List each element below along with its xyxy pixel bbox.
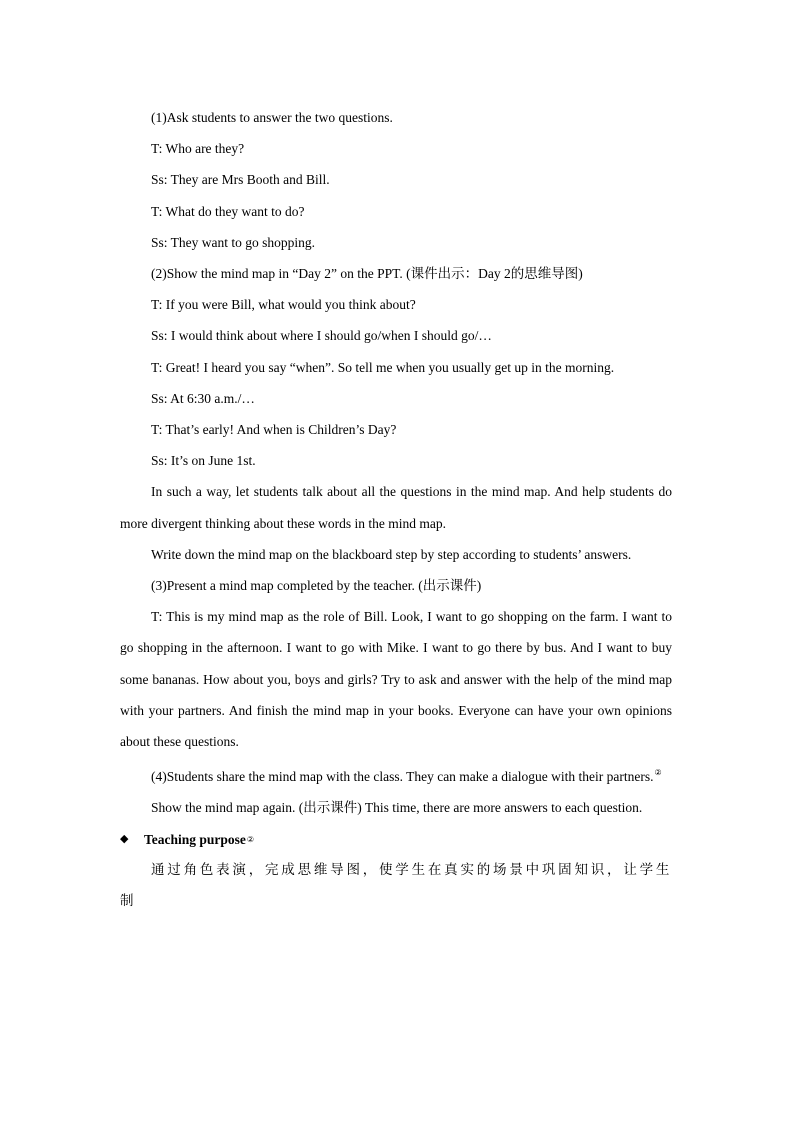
instruction-paragraph: In such a way, let students talk about all the questions in the mind map. And help students do more divergent thinking about these words in the mind map. bbox=[120, 484, 672, 531]
dialogue-line: T: Who are they? bbox=[151, 141, 245, 157]
step-4-text: (4)Students share the mind map with the class. They can make a dialogue with their partners. bbox=[151, 769, 654, 785]
dialogue-line: Ss: I would think about where I should go/when I should go/… bbox=[151, 328, 492, 344]
dialogue-line: T: What do they want to do? bbox=[151, 203, 305, 219]
diamond-bullet-icon: ◆ bbox=[120, 832, 129, 845]
paragraph-step-1: (1)Ask students to answer the two questions. bbox=[151, 110, 393, 125]
lesson-content bbox=[120, 102, 672, 917]
dialogue-line: Ss: It’s on June 1st. bbox=[151, 453, 256, 469]
paragraph-step-2: (2)Show the mind map in “Day 2” on the PPT. (课件出示：Day 2的思维导图) bbox=[151, 266, 583, 282]
paragraph-step-3: (3)Present a mind map completed by the teacher. (出示课件) bbox=[151, 578, 482, 594]
teaching-purpose-heading bbox=[120, 824, 672, 855]
instruction-paragraph: Write down the mind map on the blackboard step by step according to students’ answers. bbox=[151, 546, 632, 562]
teacher-mind-map-paragraph: T: This is my mind map as the role of Bill. Look, I want to go shopping on the farm. I want to go shopping in the afternoon. I want to go with Mike. I want to go there by bus. And I want to buy some bananas. How about you, boys and girls? Try to ask and answer with the help of the mind map with your partners. And finish the mind map in your books. Everyone can have your own opinions about these questions. bbox=[120, 609, 672, 750]
teaching-purpose-text: 通过角色表演，完成思维导图，使学生在真实的场景中巩固知识，让学生制 bbox=[120, 861, 672, 910]
dialogue-line: T: Great! I heard you say “when”. So tell me when you usually get up in the morning. bbox=[151, 359, 615, 375]
footnote-mark: ② bbox=[654, 768, 662, 778]
teaching-purpose-title: Teaching purpose bbox=[144, 831, 246, 847]
instruction-paragraph: Show the mind map again. (出示课件) This time, there are more answers to each question. bbox=[151, 800, 643, 816]
dialogue-line: T: If you were Bill, what would you think about? bbox=[151, 297, 416, 313]
dialogue-line: T: That’s early! And when is Children’s Day? bbox=[151, 422, 397, 438]
dialogue-line: Ss: They want to go shopping. bbox=[151, 234, 316, 250]
dialogue-line: Ss: At 6:30 a.m./… bbox=[151, 390, 255, 406]
footnote-mark: ② bbox=[246, 834, 255, 844]
paragraph-step-4 bbox=[120, 757, 672, 792]
dialogue-line: Ss: They are Mrs Booth and Bill. bbox=[151, 172, 330, 188]
